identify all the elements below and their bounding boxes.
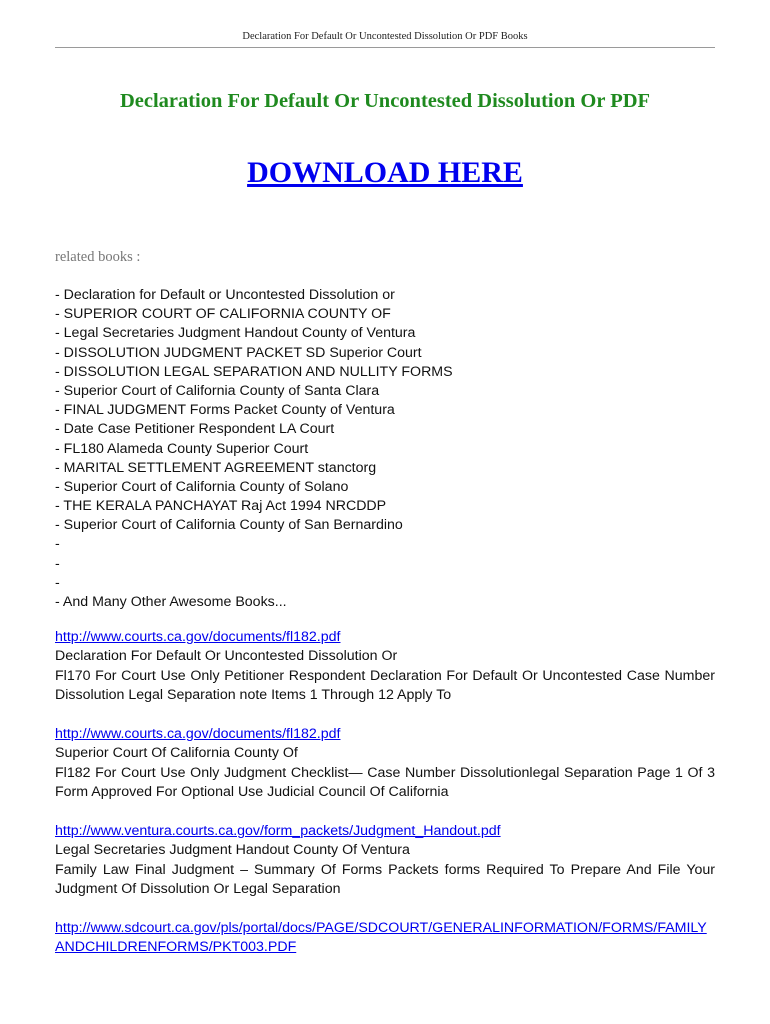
results-section: [55, 628, 715, 977]
related-book-item: -: [55, 574, 60, 591]
related-book-item: - MARITAL SETTLEMENT AGREEMENT stanctorg: [55, 459, 377, 476]
related-book-item: - Declaration for Default or Uncontested Dissolution or: [55, 287, 395, 303]
result-entry: [55, 822, 715, 900]
related-book-item: - Legal Secretaries Judgment Handout County of Ventura: [55, 325, 416, 342]
download-here-link[interactable]: DOWNLOAD HERE: [247, 156, 523, 189]
result-url-link[interactable]: http://www.courts.ca.gov/documents/fl182.pdf: [55, 629, 341, 645]
related-book-item: - DISSOLUTION JUDGMENT PACKET SD Superior Court: [55, 344, 422, 361]
result-entry: [55, 628, 715, 706]
running-header: Declaration For Default Or Uncontested Dissolution Or PDF Books: [242, 31, 528, 42]
related-book-item: - Superior Court of California County of San Bernardino: [55, 517, 403, 534]
result-title: Legal Secretaries Judgment Handout County Of Ventura: [55, 842, 410, 859]
related-book-item: - FL180 Alameda County Superior Court: [55, 440, 309, 457]
result-url-link[interactable]: http://www.ventura.courts.ca.gov/form_packets/Judgment_Handout.pdf: [55, 823, 501, 840]
result-title: Superior Court Of California County Of: [55, 745, 298, 762]
result-snippet: Fl170 For Court Use Only Petitioner Respondent Declaration For Default Or Uncontested Case Number Dissolution Legal Separation note Items 1 Through 12 Apply To: [55, 667, 715, 704]
related-book-item: - SUPERIOR COURT OF CALIFORNIA COUNTY OF: [55, 306, 391, 323]
result-url-link[interactable]: http://www.courts.ca.gov/documents/fl182.pdf: [55, 726, 341, 743]
related-book-item: - Date Case Petitioner Respondent LA Court: [55, 421, 335, 438]
result-snippet: Family Law Final Judgment – Summary Of Forms Packets forms Required To Prepare And File Your Judgment Of Dissolution Or Legal Separation: [55, 861, 715, 898]
related-book-item: - Superior Court of California County of Santa Clara: [55, 382, 380, 399]
result-snippet: Fl182 For Court Use Only Judgment Checklist— Case Number Dissolutionlegal Separation Page 1 Of 3 Form Approved For Optional Use Judicial Council Of California: [55, 764, 715, 801]
related-book-item: - And Many Other Awesome Books...: [55, 594, 287, 610]
result-entry: [55, 725, 715, 803]
header-divider: [55, 47, 715, 48]
result-url-link[interactable]: http://www.sdcourt.ca.gov/pls/portal/docs/PAGE/SDCOURT/GENERALINFORMATION/FORMS/FAMILYANDCHILDRENFORMS/PKT003.PDF: [55, 920, 707, 956]
related-book-item: - THE KERALA PANCHAYAT Raj Act 1994 NRCDDP: [55, 498, 387, 515]
related-book-item: - Superior Court of California County of Solano: [55, 478, 349, 495]
result-entry: [55, 919, 715, 958]
related-book-item: - FINAL JUDGMENT Forms Packet County of Ventura: [55, 402, 395, 419]
related-book-item: -: [55, 555, 60, 572]
related-books-list: [55, 286, 715, 612]
document-title: Declaration For Default Or Uncontested Dissolution Or PDF: [119, 90, 651, 112]
related-book-item: -: [55, 536, 60, 553]
related-books-label: related books :: [55, 249, 141, 265]
related-book-item: - DISSOLUTION LEGAL SEPARATION AND NULLITY FORMS: [55, 363, 453, 380]
result-title: Declaration For Default Or Uncontested Dissolution Or: [55, 648, 398, 665]
